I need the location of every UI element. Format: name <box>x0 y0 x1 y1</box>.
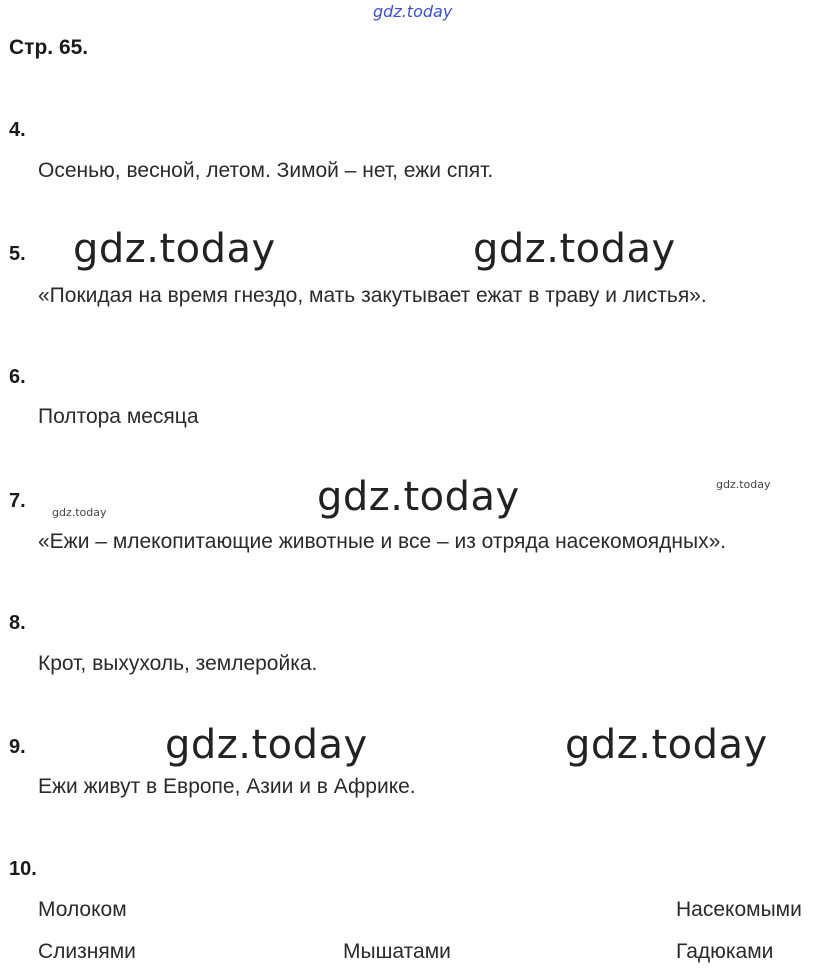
watermark: gdz.today <box>716 478 771 491</box>
watermark: gdz.today <box>73 226 276 272</box>
question-number-9: 9. <box>9 736 26 758</box>
watermark: gdz.today <box>473 226 676 272</box>
question-number-5: 5. <box>9 243 26 265</box>
answer-8: Крот, выхухоль, землеройка. <box>38 652 318 675</box>
answer-6: Полтора месяца <box>38 405 199 428</box>
answer-4: Осенью, весной, летом. Зимой – нет, ежи спят. <box>38 159 494 182</box>
answer-5: «Покидая на время гнездо, мать закутывает ежат в траву и листья». <box>38 284 707 307</box>
watermark: gdz.today <box>52 506 107 519</box>
answer-10-item: Мышатами <box>343 940 451 963</box>
answer-10-item: Насекомыми <box>676 898 802 921</box>
page-title: Стр. 65. <box>9 36 89 59</box>
question-number-7: 7. <box>9 490 26 512</box>
answer-7: «Ежи – млекопитающие животные и все – из отряда насекомоядных». <box>38 530 727 553</box>
question-number-4: 4. <box>9 119 26 141</box>
answer-10-item: Гадюками <box>676 940 774 963</box>
answer-10-item: Слизнями <box>38 940 136 963</box>
question-number-8: 8. <box>9 612 26 634</box>
watermark: gdz.today <box>165 722 368 768</box>
watermark: gdz.today <box>565 722 768 768</box>
question-number-10: 10. <box>9 858 37 880</box>
answer-10-item: Молоком <box>38 898 127 921</box>
question-number-6: 6. <box>9 366 26 388</box>
answer-9: Ежи живут в Европе, Азии и в Африке. <box>38 775 416 798</box>
watermark-top: gdz.today <box>373 2 453 21</box>
watermark: gdz.today <box>317 474 520 520</box>
